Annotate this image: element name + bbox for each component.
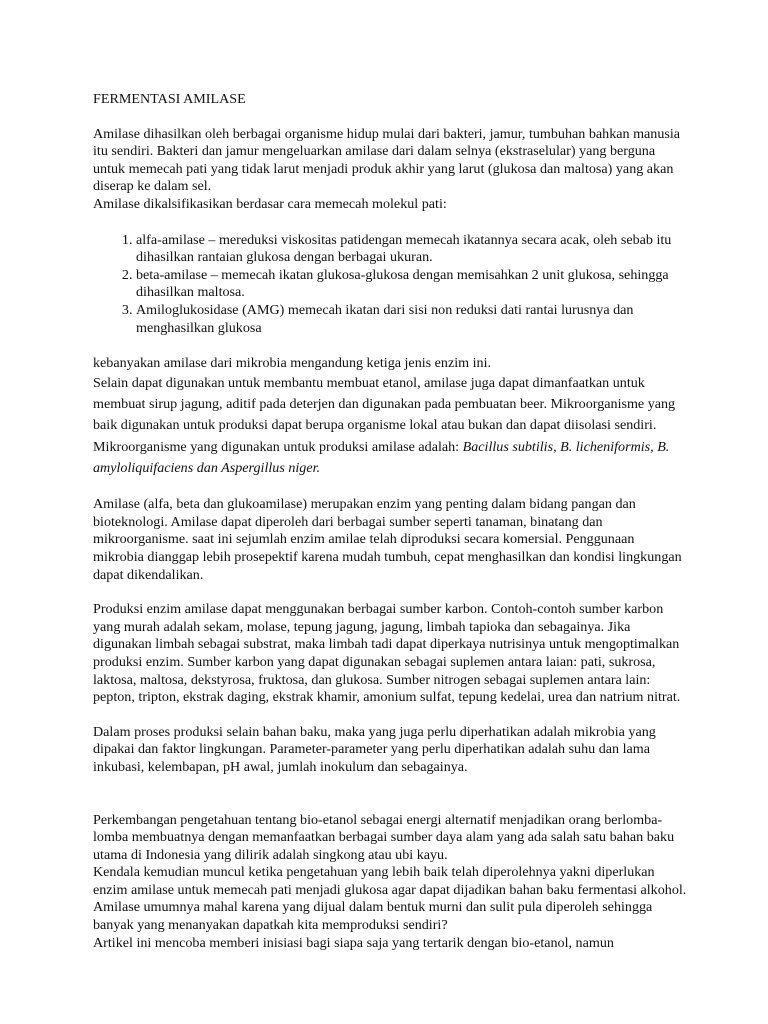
list-item: 2. beta-amilase – memecah ikatan glukosa-glukosa dengan memisahkan 2 unit glukosa, sehingga dihasilkan maltosa. [136,267,688,302]
final-line: Amilase umumnya mahal karena yang dijual dalam bentuk murni dan sulit pula diperoleh sehingga banyak yang menanyakan dapatkah kita memproduksi sendiri? [93,899,653,934]
uses-paragraph [93,373,688,479]
final-line: Artikel ini mencoba memberi inisiasi bagi siapa saja yang tertarik dengan bio-etanol, namun [93,934,614,951]
final-line: Kendala kemudian muncul ketika pengetahuan yang lebih baik telah diperolehnya yakni diperlukan enzim amilase untuk memecah pati menjadi glukosa agar dapat dijadikan bahan baku fermentasi alkohol. [93,864,687,898]
after-list-note: kebanyakan amilase dari mikrobia mengandung ketiga jenis enzim ini. [93,355,492,372]
body-paragraph: Dalam proses produksi selain bahan baku, maka yang juga perlu diperhatikan adalah mikrobia yang dipakai dan faktor lingkungan. Parameter-parameter yang perlu diperhatikan adalah suhu dan lama inkubasi, kelembapan, pH awal, jumlah inokulum dan sebagainya. [93,723,656,775]
final-line: Perkembangan pengetahuan tentang bio-etanol sebagai energi alternatif menjadikan orang berlomba-lomba membuatnya dengan memanfaatkan berbagai sumber daya alam yang ada salah satu bahan baku utama di Indonesia yang dilirik adalah singkong atau ubi kayu. [93,811,675,863]
body-paragraph: Amilase (alfa, beta dan glukoamilase) merupakan enzim yang penting dalam bidang pangan dan bioteknologi. Amilase dapat diperoleh dari berbagai sumber seperti tanaman, binatang dan mikroorganisme. saat ini sejumlah enzim amilae telah diproduksi secara komersial. Penggunaan mikrobia dianggap lebih prosepektif karena mudah tumbuh, cepat menghasilkan dan kondisi lingkungan dapat dikendalikan. [93,496,682,583]
species-list: Bacillus subtilis, B. licheniformis, B. amyloliquifaciens dan Aspergillus niger. [93,438,670,476]
list-item: 3. Amiloglukosidase (AMG) memecah ikatan dari sisi non reduksi dati rantai lurusnya dan menghasilkan glukosa [136,302,688,337]
classification-intro: Amilase dikalsifikasikan berdasar cara memecah molekul pati: [93,195,447,212]
body-paragraph: Produksi enzim amilase dapat menggunakan berbagai sumber karbon. Contoh-contoh sumber karbon yang murah adalah sekam, molase, tepung jagung, jagung, limbah tapioka dan sebagainya. Jika digunakan limbah sebagai substrat, maka limbah tadi dapat diperkaya nutrisinya untuk mengoptimalkan produksi enzim. Sumber karbon yang dapat digunakan sebagai suplemen antara laian: pati, sukrosa, laktosa, maltosa, dekstyrosa, fruktosa, dan glukosa. Sumber nitrogen sebagai suplemen antara lain: pepton, tripton, ekstrak daging, ekstrak khamir, amonium sulfat, tepung kedelai, urea dan natrium nitrat. [93,601,681,706]
enzyme-list [93,232,688,338]
final-section [93,812,688,953]
list-item: 1. alfa-amilase – mereduksi viskositas patidengan memecah ikatannya secara acak, oleh sebab itu dihasilkan rantaian glukosa dengan berbagai ukuran. [136,232,688,267]
uses-text: Selain dapat digunakan untuk membantu membuat etanol, amilase juga dapat dimanfaatkan untuk membuat sirup jagung, aditif pada deterjen dan digunakan pada pembuatan beer. Mikroorganisme yang baik digunakan untuk produksi dapat berupa organisme lokal atau bukan dan dapat diisolasi sendiri. Mikroorganisme yang digunakan untuk produksi amilase adalah: [93,374,676,455]
document-title: FERMENTASI AMILASE [93,91,246,107]
intro-paragraph: Amilase dihasilkan oleh berbagai organisme hidup mulai dari bakteri, jamur, tumbuhan bahkan manusia itu sendiri. Bakteri dan jamur mengeluarkan amilase dari dalam selnya (ekstraselular) yang berguna untuk memecah pati yang tidak larut menjadi produk akhir yang larut (glukosa dan maltosa) yang akan diserap ke dalam sel. [93,125,681,195]
